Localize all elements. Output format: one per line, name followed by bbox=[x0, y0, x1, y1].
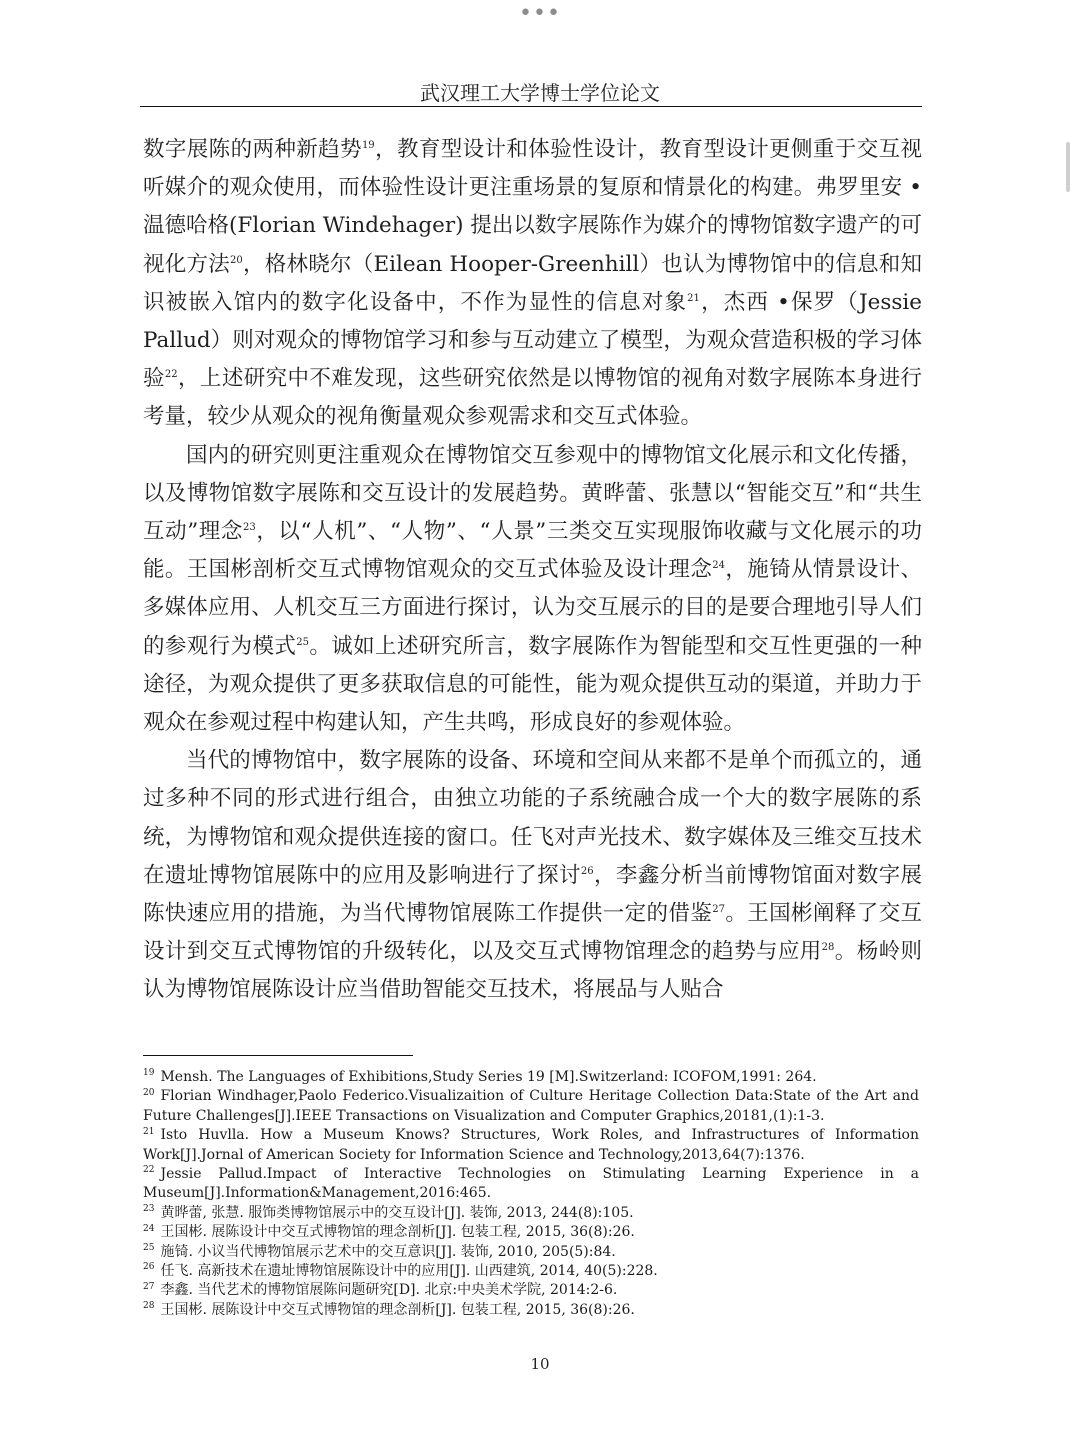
footnote-text: 王国彬. 展陈设计中交互式博物馆的理念剖析[J]. 包装工程, 2015, 36(8):26. bbox=[160, 1301, 635, 1318]
footnote-text: 黄晔蕾, 张慧. 服饰类博物馆展示中的交互设计[J]. 装饰, 2013, 244(8):105. bbox=[160, 1204, 634, 1221]
footnote-number: 23 bbox=[143, 1204, 155, 1215]
footnote-item bbox=[143, 1262, 919, 1281]
footnote-number: 22 bbox=[143, 1165, 155, 1176]
paragraph-text: 。诚如上述研究所言，数字展陈作为智能型和交互性更强的一种途径，为观众提供了更多获取信息的可能性，能为观众提供互动的渠道，并助力于观众在参观过程中构建认知，产生共鸣，形成良好的参观体验。 bbox=[143, 633, 922, 736]
footnote-ref: 19 bbox=[361, 139, 375, 151]
footnote-text: Mensh. The Languages of Exhibitions,Study Series 19 [M].Switzerland: ICOFOM,1991: 264. bbox=[160, 1069, 817, 1085]
paragraph-text: ，格林晓尔（Eilean Hooper-Greenhill）也认为博物馆中的信息和知识被嵌入馆内的数字化设备中，不作为显性的信息对象 bbox=[143, 251, 922, 315]
body-paragraph bbox=[143, 437, 922, 743]
footnote-ref: 28 bbox=[821, 942, 835, 954]
footnote-text: 王国彬. 展陈设计中交互式博物馆的理念剖析[J]. 包装工程, 2015, 36(8):26. bbox=[160, 1224, 635, 1241]
footnote-number: 27 bbox=[143, 1281, 155, 1292]
footnote-ref: 20 bbox=[230, 254, 243, 266]
footnote-item bbox=[143, 1068, 919, 1087]
footnote-ref: 27 bbox=[712, 903, 725, 915]
body-paragraph bbox=[143, 742, 922, 1009]
footnote-item bbox=[143, 1223, 919, 1242]
footnote-text: Florian Windhager,Paolo Federico.Visualizaition of Culture Heritage Collection Data:State of the Art and Future Challenges[J].IEEE Transactions on Visualization and Computer Graphics,20181,(1):1-3. bbox=[143, 1088, 919, 1124]
footnote-ref: 24 bbox=[712, 560, 725, 572]
footnote-text: 施锜. 小议当代博物馆展示艺术中的交互意识[J]. 装饰, 2010, 205(5):84. bbox=[160, 1243, 616, 1260]
footnote-text: 任飞. 高新技术在遗址博物馆展陈设计中的应用[J]. 山西建筑, 2014, 40(5):228. bbox=[160, 1263, 658, 1280]
footnote-ref: 23 bbox=[243, 521, 256, 533]
paragraph-text: ，以“人机”、“人物”、“人景”三类交互实现服饰收藏与文化展示的功能。王国彬剖析交互式博物馆观众的交互式体验及设计理念 bbox=[143, 519, 922, 583]
footnote-item bbox=[143, 1243, 919, 1262]
paragraph-text: 国内的研究则更注重观众在博物馆交互参观中的博物馆文化展示和文化传播，以及博物馆数字展陈和交互设计的发展趋势。黄晔蕾、张慧以“智能交互”和“共生互动”理念 bbox=[143, 442, 922, 545]
footnote-item bbox=[143, 1087, 919, 1126]
footnote-ref: 22 bbox=[164, 369, 178, 381]
footnote-separator bbox=[143, 1055, 413, 1056]
footnote-ref: 21 bbox=[687, 292, 700, 304]
paragraph-text: ，杰西 •保罗（Jessie Pallud）则对观众的博物馆学习和参与互动建立了模型，为观众营造积极的学习体验 bbox=[143, 289, 922, 392]
running-header: 武汉理工大学博士学位论文 bbox=[420, 81, 660, 105]
more-options-icon[interactable]: ••• bbox=[519, 1, 561, 26]
page-number: 10 bbox=[530, 1355, 550, 1373]
footnote-ref: 25 bbox=[296, 636, 309, 648]
footnote-text: 李鑫. 当代艺术的博物馆展陈问题研究[D]. 北京:中央美术学院, 2014:2-6. bbox=[160, 1282, 618, 1299]
footnote-number: 26 bbox=[143, 1262, 155, 1273]
footnote-item bbox=[143, 1301, 919, 1320]
paragraph-text: 。杨岭则认为博物馆展陈设计应当借助智能交互技术，将展品与人贴合 bbox=[143, 939, 922, 1003]
footnote-item bbox=[143, 1204, 919, 1223]
footnote-number: 25 bbox=[143, 1243, 155, 1253]
header-rule bbox=[140, 106, 922, 107]
scrollbar-thumb[interactable] bbox=[1066, 142, 1070, 192]
footnote-number: 19 bbox=[143, 1068, 155, 1079]
footnote-item bbox=[143, 1126, 919, 1165]
body-paragraph bbox=[143, 131, 922, 437]
paragraph-text: ，教育型设计和体验性设计，教育型设计更侧重于交互视听媒介的观众使用，而体验性设计更注重场景的复原和情景化的构建。弗罗里安 • 温德哈格(Florian Windehager) 提出以数字展陈作为媒介的博物馆数字遗产的可视化方法 bbox=[143, 137, 922, 277]
footnote-item bbox=[143, 1281, 919, 1300]
paragraph-text: ，上述研究中不难发现，这些研究依然是以博物馆的视角对数字展陈本身进行考量，较少从观众的视角衡量观众参观需求和交互式体验。 bbox=[143, 366, 922, 430]
footnote-number: 20 bbox=[143, 1087, 155, 1098]
paragraph-text: ，施锜从情景设计、多媒体应用、人机交互三方面进行探讨，认为交互展示的目的是要合理地引导人们的参观行为模式 bbox=[143, 557, 922, 659]
footnote-item bbox=[143, 1165, 919, 1204]
footnotes bbox=[143, 1068, 919, 1320]
paragraph-text: ，李鑫分析当前博物馆面对数字展陈快速应用的措施，为当代博物馆展陈工作提供一定的借鉴 bbox=[143, 862, 922, 927]
footnote-number: 24 bbox=[143, 1223, 155, 1234]
footnote-text: Jessie Pallud.Impact of Interactive Technologies on Stimulating Learning Experience in a Museum[J].Information&Management,2016:465. bbox=[143, 1166, 919, 1202]
footnote-number: 21 bbox=[143, 1126, 155, 1137]
paragraph-text: 当代的博物馆中，数字展陈的设备、环境和空间从来都不是单个而孤立的，通过多种不同的形式进行组合，由独立功能的子系统融合成一个大的数字展陈的系统，为博物馆和观众提供连接的窗口。任飞对声光技术、数字媒体及三维交互技术在遗址博物馆展陈中的应用及影响进行了探讨 bbox=[143, 748, 922, 888]
paragraph-text: 数字展陈的两种新趋势 bbox=[143, 137, 362, 162]
paragraph-text: 。王国彬阐释了交互设计到交互式博物馆的升级转化，以及交互式博物馆理念的趋势与应用 bbox=[143, 901, 922, 965]
footnote-ref: 26 bbox=[580, 865, 594, 877]
footnote-number: 28 bbox=[143, 1301, 155, 1312]
footnote-text: Isto Huvlla. How a Museum Knows? Structures, Work Roles, and Infrastructures of Information Work[J].Jornal of American Society for Information Science and Technology,2013,64(7):1376. bbox=[143, 1127, 919, 1163]
body-text bbox=[143, 131, 922, 1010]
